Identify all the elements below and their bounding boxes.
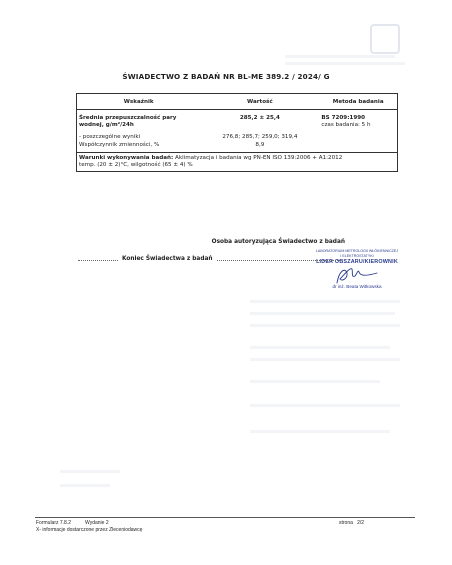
show-through-line [250,358,400,361]
page-label: strona [339,520,353,526]
table-row [77,142,398,153]
footer-divider [35,517,415,518]
table-row [77,129,398,141]
conditions-text: Aklimatyzacja i badania wg PN-EN ISO 139:2006 + A1:2012 [173,154,343,161]
conditions-cell [77,152,398,171]
show-through-line [60,470,120,473]
footer-form: Formularz 7.8.2 [36,520,72,526]
page-value: 2/2 [357,520,365,526]
footer-note: X- informacje dostarczone przez Zleceniodawcę [36,526,143,533]
show-through-line [285,62,405,65]
method-time: czas badania: 5 h [321,122,371,129]
footer-edition: Wydanie 2 [85,520,109,526]
header-method: Metoda badania [319,94,397,110]
handwritten-signature [333,263,379,289]
results-table [76,93,398,172]
show-through-line [250,430,390,433]
individual-label: - poszczególne wyniki [79,134,141,141]
method-cell [319,110,397,130]
stamp-line2: I ELEKTROSTATYKI [340,253,374,258]
stamp-line4: dr inż. Beata Witkowska [332,284,382,290]
show-through-line [250,380,380,383]
individual-values: 276,8; 285,7; 259,0; 319,4 [222,134,298,141]
show-through-line [250,404,400,407]
variation-label: Współczynnik zmienności, % [79,141,160,148]
show-through-line [250,324,400,327]
show-through-line [250,312,395,315]
conditions-line2: temp. (20 ± 2)°C, wilgotność (65 ± 4) % [79,161,193,168]
show-through-line [250,300,400,303]
conditions-row [77,152,398,171]
main-indicator: Średnia przepuszczalność pary wodnej, g/m²/24h [79,115,177,129]
end-of-certificate-label: Koniec Świadectwa z badań [118,256,217,262]
authorizing-person-label: Osoba autoryzująca Świadectwo z badań [211,239,345,245]
conditions-label: Warunki wykonywania badań: [79,154,174,161]
footer-info [36,520,142,533]
variation-value: 8,9 [255,141,265,148]
main-value: 285,2 ± 25,4 [239,115,280,121]
method-name: BS 7209:1990 [321,115,366,121]
show-through-line [285,55,395,58]
show-through-line [250,346,390,349]
table-header-row [77,94,398,110]
page-number [339,520,364,526]
show-through-line [60,484,110,487]
stamp-line3: LIDER OBSZARU/KIEROWNIK [316,259,398,266]
header-value: Wartość [200,94,319,110]
show-through-mark [370,24,400,54]
table-row [77,110,398,130]
header-indicator: Wskaźnik [77,94,201,110]
document-title: ŚWIADECTWO Z BADAŃ NR BL-ME 389.2 / 2024/ G [122,72,330,81]
stamp-line1: LABORATORIUM METROLOGII WŁÓKIENNICZEJ [315,249,399,253]
